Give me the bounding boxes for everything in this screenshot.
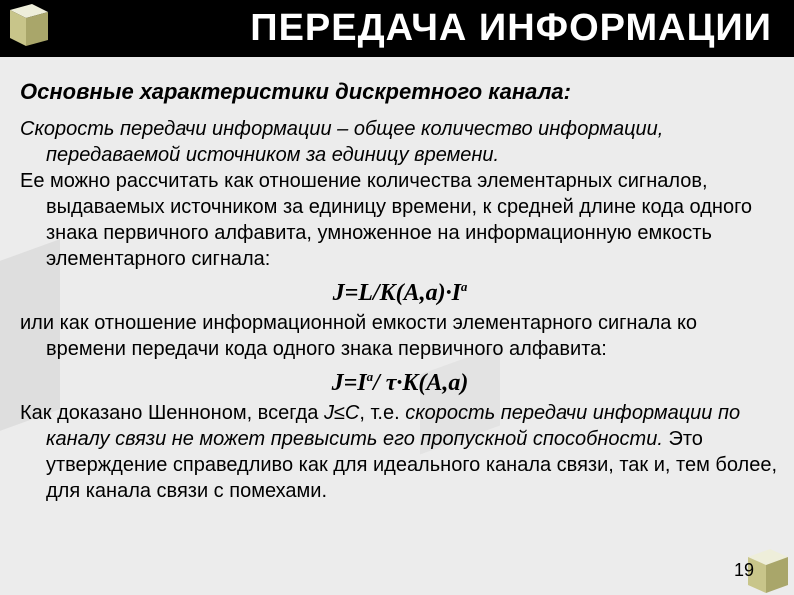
formula-alt-superscript: a — [366, 369, 374, 384]
paragraph-definition: Скорость передачи информации – общее количество информации, передаваемой источником за единицу времени. — [20, 118, 664, 166]
formula-rate-alt — [20, 368, 780, 398]
header-bar — [0, 0, 794, 57]
formula-alt-right: / τ·K(A,a) — [373, 370, 469, 396]
page-number: 19 — [734, 560, 755, 580]
paragraph-calculation: Ее можно рассчитать как отношение количества элементарных сигналов, выдаваемых источником за единицу времени, к средней длине кода одного знака первичного алфавита, умноженное на информационную емкость элементарного сигнала: — [20, 170, 753, 270]
cube-logo-icon — [2, 0, 52, 50]
page-title: ПЕРЕДАЧА ИНФОРМАЦИИ — [250, 7, 772, 49]
formula-alt-left: J=I — [331, 370, 367, 396]
shannon-text-2: , т.е. — [359, 402, 406, 424]
shannon-text-1: Как доказано Шенноном, всегда — [20, 402, 324, 424]
formula-rate-main: J=L/K(A,a)·I — [332, 280, 461, 306]
shannon-italic-statement: скорость передачи информации по каналу связи не может превысить его пропускной способности. — [46, 402, 741, 450]
formula-rate-superscript: a — [460, 279, 468, 294]
shannon-text-3: Это утверждение справедливо как для идеального канала связи, так и, тем более, для канала связи с помехами. — [46, 428, 777, 502]
slide-content — [20, 78, 780, 504]
formula-rate — [20, 278, 780, 308]
paragraph-alternative: или как отношение информационной емкости элементарного сигнала ко времени передачи кода одного знака первичного алфавита: — [20, 312, 698, 360]
paragraph-shannon — [20, 400, 780, 504]
shannon-condition: J≤C — [323, 402, 360, 424]
subtitle: Основные характеристики дискретного канала: — [20, 79, 571, 104]
